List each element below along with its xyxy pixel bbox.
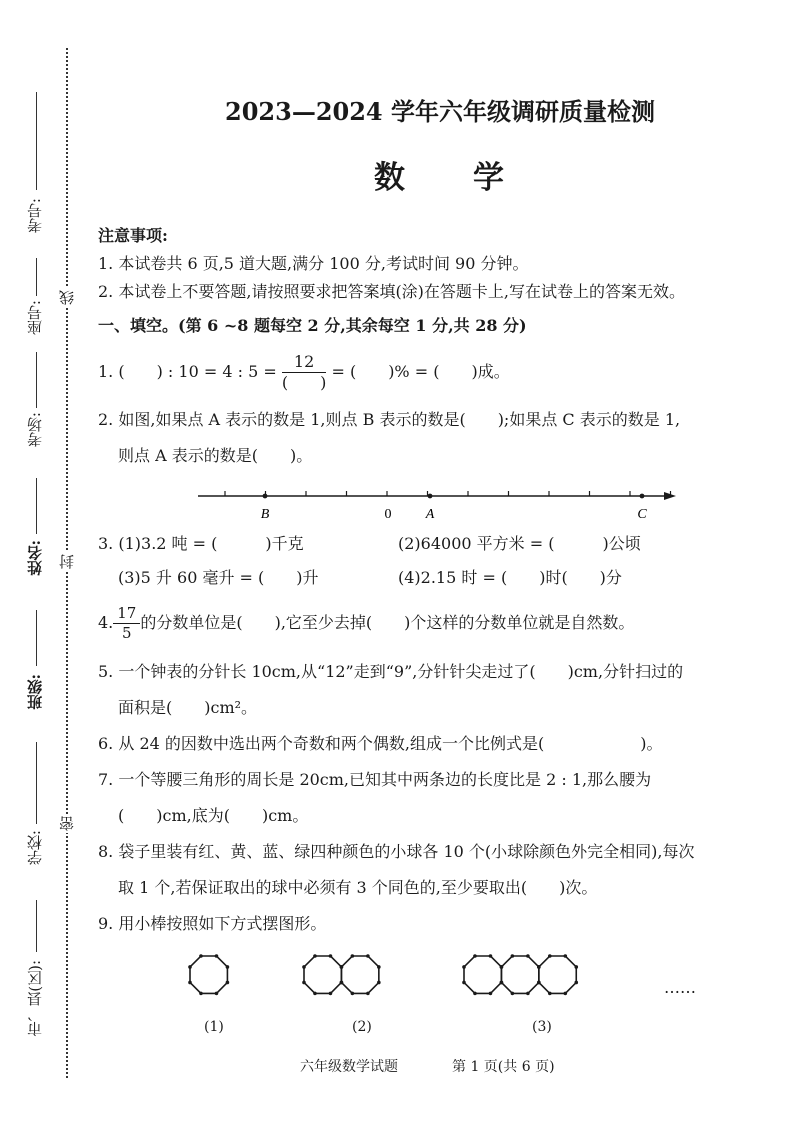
notice-item-2: 2. 本试卷上不要答题,请按照要求把答案填(涂)在答题卡上,写在试卷上的答案无效。	[98, 282, 686, 301]
q1-pre: 1. ( ) : 10 = 4 : 5 =	[98, 362, 277, 381]
stick-joint	[526, 954, 530, 958]
class-line	[36, 610, 37, 666]
notice-item-1: 1. 本试卷共 6 页,5 道大题,满分 100 分,考试时间 90 分钟。	[98, 254, 529, 273]
stick-joint	[489, 954, 493, 958]
exam-room-label: 考场:	[26, 412, 44, 448]
stick-joint	[489, 992, 493, 996]
class-label: 班级:	[26, 674, 44, 710]
stick-joint	[537, 981, 541, 985]
q3-part1: 3. (1)3.2 吨 = ( )千克	[98, 534, 304, 553]
q4-frac-den: 5	[122, 624, 132, 642]
stick-joint	[537, 965, 541, 969]
point-a-marker	[428, 494, 433, 499]
stick-joint	[462, 965, 466, 969]
stick-joint	[548, 992, 552, 996]
q4-frac-num: 17	[113, 606, 140, 624]
stick-joint	[526, 992, 530, 996]
octagon-figures	[180, 950, 720, 1030]
q1-post: = ( )% = ( )成。	[331, 362, 510, 381]
number-line	[190, 484, 690, 524]
school-line	[36, 742, 37, 824]
exam-room-line	[36, 352, 37, 408]
question-9: 9. 用小棒按照如下方式摆图形。	[98, 914, 327, 933]
stick-joint	[500, 965, 504, 969]
q4-post: 的分数单位是( ),它至少去掉( )个这样的分数单位就是自然数。	[140, 613, 635, 632]
stick-joint	[188, 981, 192, 985]
seat-number-label: 座号:	[26, 300, 44, 336]
question-4	[98, 606, 634, 641]
stick-joint	[226, 981, 230, 985]
stick-joint	[302, 965, 306, 969]
octagon-shape	[464, 956, 501, 993]
point-b-marker	[263, 494, 268, 499]
footer-page: 第 1 页(共 6 页)	[452, 1059, 555, 1075]
figure-ellipsis: ……	[664, 978, 696, 997]
stick-joint	[199, 992, 203, 996]
q3-part4: (4)2.15 时 = ( )时( )分	[398, 568, 622, 587]
octagon-shape	[341, 956, 378, 993]
stick-joint	[313, 954, 317, 958]
octagon-shape	[539, 956, 576, 993]
label-zero: 0	[384, 507, 392, 522]
stick-joint	[215, 992, 219, 996]
stick-joint	[188, 965, 192, 969]
stick-joint	[574, 981, 578, 985]
figure-2-label: (2)	[352, 1019, 372, 1035]
district-line	[36, 900, 37, 952]
octagon-shape	[190, 956, 227, 993]
label-a: A	[425, 507, 435, 522]
stick-joint	[199, 954, 203, 958]
stick-joint	[351, 992, 355, 996]
stick-joint	[377, 965, 381, 969]
seal-char-secret: 密	[58, 816, 76, 831]
district-label: 市、县(区):	[26, 960, 44, 1037]
stick-joint	[564, 992, 568, 996]
point-c-marker	[640, 494, 645, 499]
stick-joint	[340, 981, 344, 985]
q5-line1: 5. 一个钟表的分针长 10cm,从“12”走到“9”,分针针尖走过了( )cm,分针扫过的	[98, 662, 684, 681]
q1-fraction	[282, 354, 327, 391]
figure-3-label: (3)	[532, 1019, 552, 1035]
stick-joint	[500, 981, 504, 985]
stick-joint	[329, 992, 333, 996]
stick-joint	[366, 954, 370, 958]
q2-line2: 则点 A 表示的数是( )。	[118, 446, 313, 465]
q4-fraction	[113, 606, 140, 641]
q8-line1: 8. 袋子里装有红、黄、蓝、绿四种颜色的小球各 10 个(小球除颜色外完全相同),每次	[98, 842, 695, 861]
stick-joint	[329, 954, 333, 958]
stick-joint	[511, 954, 515, 958]
seal-char-seal: 封	[58, 554, 76, 569]
question-1	[98, 354, 510, 391]
q3-part2: (2)64000 平方米 = ( )公顷	[398, 534, 641, 553]
label-b: B	[260, 507, 270, 522]
q1-frac-num: 12	[282, 354, 327, 373]
question-6: 6. 从 24 的因数中选出两个奇数和两个偶数,组成一个比例式是( )。	[98, 734, 663, 753]
figure-1	[188, 954, 229, 995]
notice-heading: 注意事项:	[98, 226, 168, 245]
stick-joint	[564, 954, 568, 958]
octagon-shape	[304, 956, 341, 993]
school-label: 学校:	[26, 830, 44, 866]
stick-joint	[473, 992, 477, 996]
q3-part3: (3)5 升 60 毫升 = ( )升	[118, 568, 319, 587]
subject-title: 数 学	[374, 160, 506, 196]
label-c: C	[637, 507, 647, 522]
section1-title: 一、填空。(第 6 ~8 题每空 2 分,其余每空 1 分,共 28 分)	[98, 316, 527, 335]
q7-line1: 7. 一个等腰三角形的周长是 20cm,已知其中两条边的长度比是 2 : 1,那么腰为	[98, 770, 652, 789]
stick-joint	[366, 992, 370, 996]
stick-joint	[574, 965, 578, 969]
stick-joint	[351, 954, 355, 958]
q8-line2: 取 1 个,若保证取出的球中必须有 3 个同色的,至少要取出( )次。	[118, 878, 598, 897]
stick-joint	[313, 992, 317, 996]
seal-char-line: 线	[58, 290, 76, 305]
q2-line1: 2. 如图,如果点 A 表示的数是 1,则点 B 表示的数是( );如果点 C 表示的数是 1,	[98, 410, 681, 429]
seat-number-line	[36, 258, 37, 296]
stick-joint	[302, 981, 306, 985]
name-label: 姓名:	[26, 540, 44, 576]
stick-joint	[340, 965, 344, 969]
stick-joint	[215, 954, 219, 958]
stick-joint	[548, 954, 552, 958]
footer-subject: 六年级数学试题	[300, 1059, 398, 1075]
exam-number-label: 考号:	[26, 198, 44, 234]
name-line	[36, 478, 37, 534]
stick-joint	[462, 981, 466, 985]
figure-3	[462, 954, 578, 995]
q7-line2: ( )cm,底为( )cm。	[118, 806, 309, 825]
stick-joint	[377, 981, 381, 985]
q4-pre: 4.	[98, 613, 114, 632]
octagon-shape	[501, 956, 538, 993]
figure-2	[302, 954, 380, 995]
figure-1-label: (1)	[204, 1019, 224, 1035]
stick-joint	[511, 992, 515, 996]
q5-line2: 面积是( )cm²。	[118, 698, 258, 717]
stick-joint	[473, 954, 477, 958]
q1-frac-den: ( )	[281, 373, 327, 392]
stick-joint	[226, 965, 230, 969]
page-title: 2023—2024 学年六年级调研质量检测	[225, 97, 655, 126]
